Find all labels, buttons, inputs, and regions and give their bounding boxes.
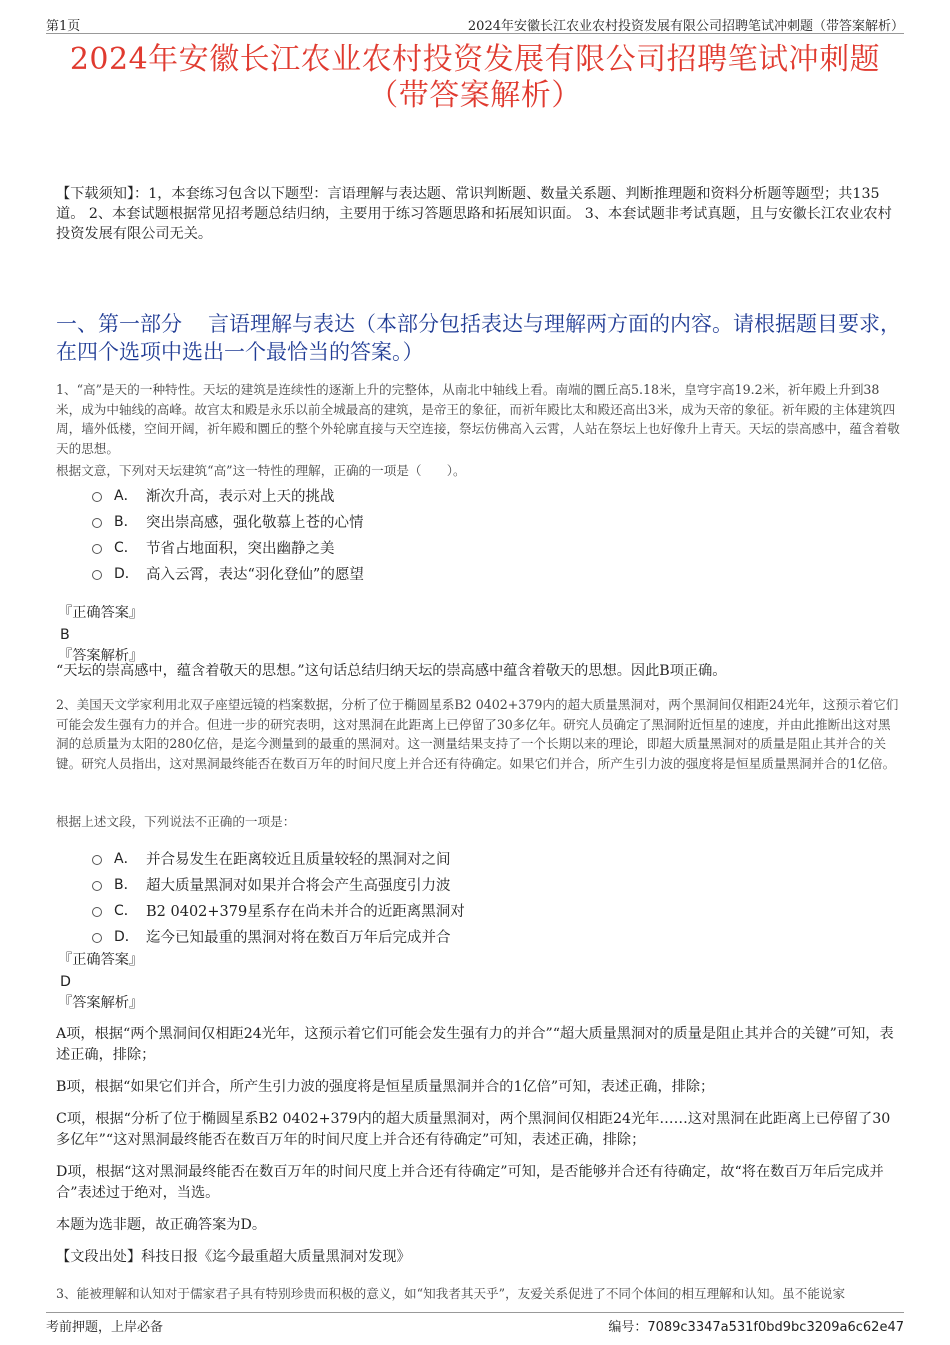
q1-option-d[interactable] (92, 560, 792, 586)
page-number: 第1页 (46, 19, 81, 34)
radio-icon[interactable] (92, 518, 102, 528)
section-description: 言语理解与表达（本部分包括表达与理解两方面的内容。请根据题目要求，在四个选项中选出一个最恰当的答案。） (56, 312, 901, 364)
q2-option-b[interactable] (92, 871, 792, 897)
header-title: 2024年安徽长江农业农村投资发展有限公司招聘笔试冲刺题（带答案解析） (467, 19, 904, 34)
q1-option-b[interactable] (92, 508, 792, 534)
correct-answer: D (60, 973, 71, 990)
title-line-1: 2024年安徽长江农业农村投资发展有限公司招聘笔试冲刺题 (69, 42, 881, 77)
option-text: 高入云霄，表达“羽化登仙”的愿望 (146, 566, 364, 583)
option-text: 突出崇高感，强化敬慕上苍的心情 (146, 514, 364, 531)
option-text: 超大质量黑洞对如果并合将会产生高强度引力波 (146, 877, 451, 894)
q2-options (92, 845, 792, 949)
q1-option-a[interactable] (92, 482, 792, 508)
q2-option-d[interactable] (92, 923, 792, 949)
option-letter: B． (114, 514, 138, 530)
option-letter: D． (114, 566, 139, 582)
correct-answer-label: 『正确答案』 (58, 952, 144, 968)
option-letter: A． (114, 488, 138, 504)
correct-answer-label: 『正确答案』 (58, 605, 144, 621)
analysis-source: 【文段出处】科技日报《迄今最重超大质量黑洞对发现》 (56, 1249, 411, 1265)
option-letter: D． (114, 929, 139, 945)
footer-code-value: 7089c3347a531f0bd9bc3209a6c62e47 (647, 1320, 904, 1335)
q2-passage: 2、美国天文学家利用北双子座望远镜的档案数据，分析了位于椭圆星系B2 0402+379内的超大质量黑洞对，两个黑洞间仅相距24光年，这预示着它们可能会发生强有力的并合。但进一步的研究表明，这对黑洞在此距离上已停留了30多亿年。研究人员确定了黑洞附近恒星的速度，并由此推断出这对黑洞的总质量为太阳的280亿倍，是迄今测量到的最重的黑洞对。这一测量结果支持了一个长期以来的理论，即超大质量黑洞对的质量是阻止其并合的关键。研究人员指出，这对黑洞最终能否在数百万年的时间尺度上并合还有待确定。如果它们并合，所产生引力波的强度将是恒星质量黑洞并合的1亿倍。 (56, 697, 899, 771)
q1-options (92, 482, 792, 586)
q1-answer-block (58, 603, 888, 668)
analysis-item-c: C项，根据“分析了位于椭圆星系B2 0402+379内的超大质量黑洞对，两个黑洞间仅相距24光年……这对黑洞在此距离上已停留了30多亿年”“这对黑洞最终能否在数百万年的时间尺度上并合还有待确定”可知，表述正确，排除； (56, 1111, 891, 1148)
option-letter: B． (114, 877, 138, 893)
q1-passage: 1、“高”是天的一种特性。天坛的建筑是连续性的逐渐上升的完整体，从南北中轴线上看。南端的圜丘高5.18米，皇穹宇高19.2米，祈年殿上升到38米，成为中轴线的高峰。故宫太和殿是永乐以前全城最高的建筑，是帝王的象征，而祈年殿比太和殿还高出3米，成为天帝的象征。祈年殿的主体建筑四周，墙外低楼，空间开阔，祈年殿和圜丘的整个外轮廓直接与天空连接，祭坛仿佛高入云霄，人站在祭坛上也好像升上青天。天坛的崇高感中，蕴含着敬天的思想。 (56, 382, 900, 456)
q2-answer-block (58, 950, 888, 1015)
analysis-item-a: A项，根据“两个黑洞间仅相距24光年，这预示着它们可能会发生强有力的并合”“超大质量黑洞对的质量是阻止其并合的关键”可知，表述正确，排除； (56, 1026, 894, 1063)
analysis-conclusion: 本题为选非题，故正确答案为D。 (56, 1217, 267, 1233)
analysis-item-d: D项，根据“这对黑洞最终能否在数百万年的时间尺度上并合还有待确定”可知，是否能够并合还有待确定，故“将在数百万年后完成并合”表述过于绝对，当选。 (56, 1164, 884, 1201)
page-header (46, 14, 904, 34)
radio-icon[interactable] (92, 855, 102, 865)
footer-code-label: 编号： (608, 1320, 648, 1335)
option-letter: C． (114, 903, 138, 919)
radio-icon[interactable] (92, 570, 102, 580)
q3-passage: 3、能被理解和认知对于儒家君子具有特别珍贵而积极的意义，如“知我者其天乎”，友爱关系促进了不同个体间的相互理解和认知。虽不能说家 (56, 1286, 846, 1301)
q2-option-a[interactable] (92, 845, 792, 871)
correct-answer: B (60, 626, 70, 643)
title-line-2: （带答案解析） (368, 78, 582, 113)
document-title (40, 42, 910, 114)
download-notice: 【下载须知】：1，本套练习包含以下题型：言语理解与表达题、常识判断题、数量关系题、判断推理题和资料分析题等题型；共135道。 2、本套试题根据常见招考题总结归纳，主要用于练习答题思路和拓展知识面。 3、本套试题非考试真题，且与安徽长江农业农村投资发展有限公司无关。 (56, 186, 892, 242)
radio-icon[interactable] (92, 907, 102, 917)
page-footer (46, 1312, 904, 1335)
q1-analysis: “天坛的崇高感中，蕴含着敬天的思想。”这句话总结归纳天坛的崇高感中蕴含着敬天的思想。因此B项正确。 (56, 663, 727, 679)
option-text: 节省占地面积，突出幽静之美 (146, 540, 335, 557)
q2-analysis (56, 1024, 901, 1279)
q1-stem: 根据文意，下列对天坛建筑“高”这一特性的理解，正确的一项是（ ）。 (56, 463, 466, 478)
option-text: B2 0402+379星系存在尚未并合的近距离黑洞对 (146, 903, 465, 920)
q1-option-c[interactable] (92, 534, 792, 560)
radio-icon[interactable] (92, 933, 102, 943)
option-text: 并合易发生在距离较近且质量较轻的黑洞对之间 (146, 851, 451, 868)
q2-stem: 根据上述文段，下列说法不正确的一项是： (56, 814, 296, 829)
radio-icon[interactable] (92, 881, 102, 891)
option-letter: A． (114, 851, 138, 867)
radio-icon[interactable] (92, 544, 102, 554)
q2-option-c[interactable] (92, 897, 792, 923)
footer-slogan: 考前押题，上岸必备 (46, 1320, 164, 1335)
option-text: 渐次升高，表示对上天的挑战 (146, 488, 335, 505)
section-number: 一、第一部分 (56, 312, 182, 336)
analysis-label: 『答案解析』 (58, 648, 144, 664)
section-heading (56, 310, 901, 366)
option-text: 迄今已知最重的黑洞对将在数百万年后完成并合 (146, 929, 451, 946)
footer-code (608, 1316, 904, 1335)
analysis-label: 『答案解析』 (58, 995, 144, 1011)
radio-icon[interactable] (92, 492, 102, 502)
option-letter: C． (114, 540, 138, 556)
analysis-item-b: B项，根据“如果它们并合，所产生引力波的强度将是恒星质量黑洞并合的1亿倍”可知，表述正确，排除； (56, 1079, 715, 1095)
